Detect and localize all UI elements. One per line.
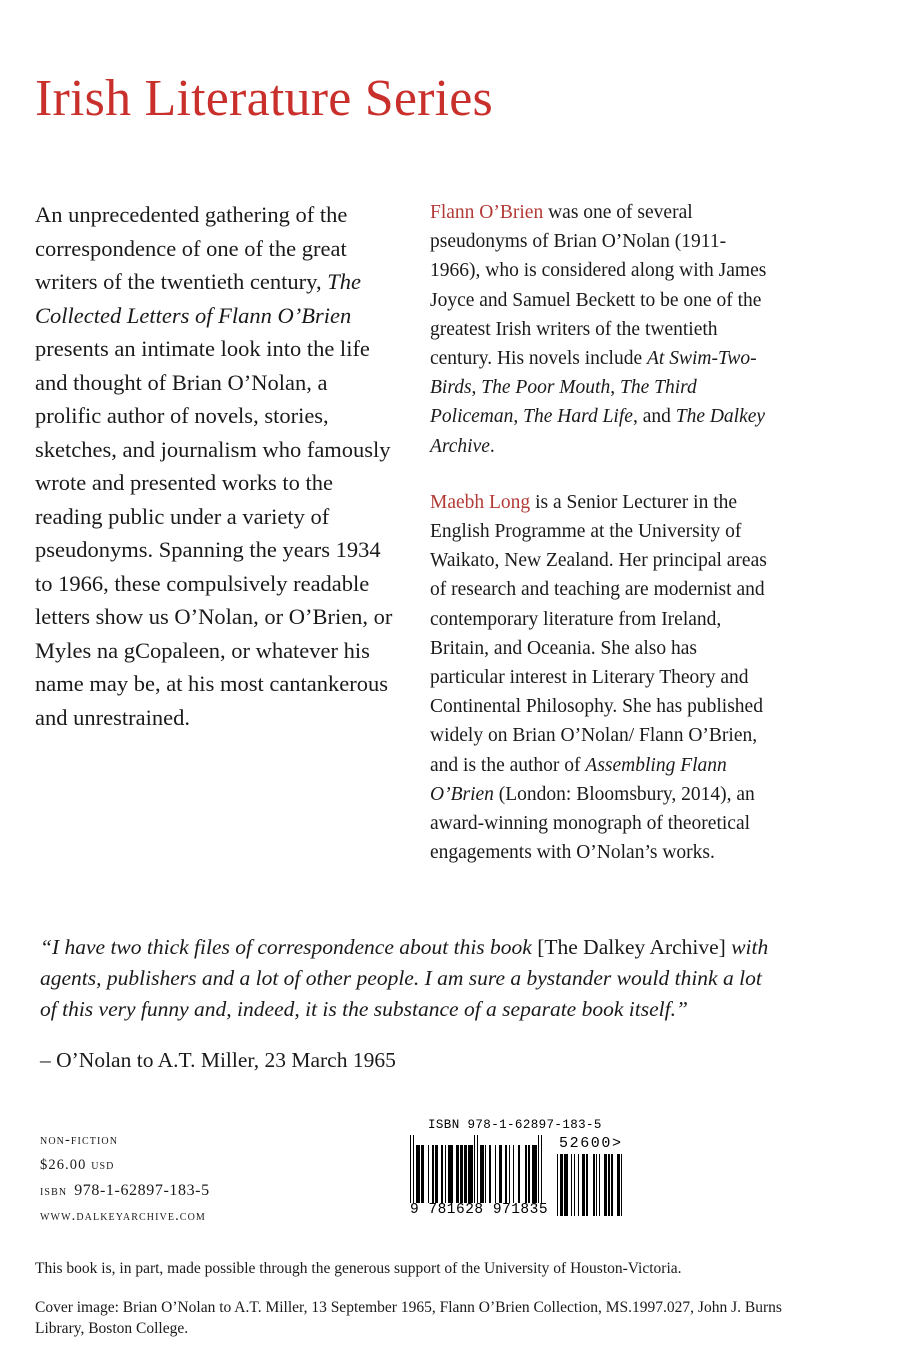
blurb-book-title: The Collected Letters of Flann O’Brien: [35, 269, 361, 328]
cover-columns: [35, 198, 775, 867]
pull-quote-block: [40, 932, 775, 1074]
author-name: Flann O’Brien: [430, 202, 544, 223]
bio-column: [430, 198, 775, 867]
ean5-addon-digits: 52600>: [559, 1135, 623, 1152]
pull-quote-bracketed-title: [The Dalkey Archive]: [537, 935, 726, 959]
editor-name: Maebh Long: [430, 491, 531, 513]
barcode-isbn-caption: ISBN 978-1-62897-183-5: [428, 1118, 602, 1132]
barcode-area: [410, 1118, 660, 1218]
pull-quote-part-2: with agents, publishers and a lot of other people. I am sure a bystander would think a lot of this very funny and, indeed, it is the substance of a separate book itself.”: [40, 935, 769, 1021]
author-sep-3: ,: [513, 406, 524, 428]
ean5-addon-barcode: [557, 1135, 625, 1216]
isbn-label: isbn: [40, 1183, 68, 1199]
footer-credits: [35, 1258, 795, 1339]
pull-quote-part-1: “I have two thick files of correspondence about this book: [40, 935, 538, 959]
editor-bio: [430, 488, 775, 868]
category-label: non-fiction: [40, 1132, 119, 1148]
price-label: $26.00 usd: [40, 1157, 115, 1173]
author-sep-1: ,: [471, 377, 482, 399]
ean13-digits: 9 781628 971835: [410, 1202, 549, 1218]
editor-bio-text-after: (London: Bloomsbury, 2014), an award-winning monograph of theoretical engagements with O’Nolan’s works.: [430, 783, 755, 864]
author-work-title-3: The Third Policeman: [430, 377, 697, 428]
ean13-bars: [410, 1135, 543, 1203]
isbn-line: [40, 1178, 210, 1204]
blurb-column: [35, 198, 393, 734]
publication-metadata: [40, 1128, 210, 1229]
author-bio-text: was one of several pseudonyms of Brian O’Nolan (1911-1966), who is considered along with James Joyce and Samuel Beckett to be one of the greatest Irish writers of the twentieth century. His novels include: [430, 202, 767, 370]
author-sep-2: ,: [610, 377, 620, 399]
blurb-part-2: presents an intimate look into the life and thought of Brian O’Nolan, a prolific author of novels, stories, sketches, and journalism who famously wrote and presented works to the reading public under a variety of pseudonyms. Spanning the years 1934 to 1966, these compulsively readable letters show us O’Nolan, or O’Brien, or Myles na gCopaleen, or whatever his name may be, at his most cantankerous and unrestrained.: [35, 336, 393, 730]
isbn-value: 978-1-62897-183-5: [74, 1182, 210, 1199]
ean13-barcode: [410, 1135, 549, 1218]
cover-image-credit: Cover image: Brian O’Nolan to A.T. Miller, 13 September 1965, Flann O’Brien Collection, MS.1997.027, John J. Burns Library, Boston College.: [35, 1299, 782, 1337]
book-blurb: [35, 198, 393, 734]
pull-quote-attribution: – O’Nolan to A.T. Miller, 23 March 1965: [40, 1048, 396, 1072]
author-work-title-5: The Dalkey Archive: [430, 406, 766, 457]
author-bio: [430, 198, 775, 461]
author-sep-4: , and: [632, 406, 676, 428]
pull-quote: [40, 932, 775, 1025]
author-work-title-1: At Swim-Two-Birds: [430, 348, 757, 399]
editor-bio-text: is a Senior Lecturer in the English Programme at the University of Waikato, New Zealand. Her principal areas of research and teaching are modernist and contemporary literature from Ireland, Britain, and Oceania. She also has particular interest in Literary Theory and Continental Philosophy. She has published widely on Brian O’Nolan/ Flann O’Brien, and is the author of: [430, 491, 767, 776]
publisher-website: www.dalkeyarchive.com: [40, 1208, 206, 1224]
author-bio-end: .: [489, 435, 495, 457]
page-title: Irish Literature Series: [35, 70, 493, 127]
support-statement: This book is, in part, made possible through the generous support of the University of Houston-Victoria.: [35, 1260, 682, 1277]
author-work-title-2: The Poor Mouth: [481, 377, 611, 399]
blurb-part-1: An unprecedented gathering of the correspondence of one of the great writers of the twentieth century,: [35, 202, 348, 294]
author-work-title-4: The Hard Life: [523, 406, 633, 428]
ean5-addon-bars: [557, 1154, 625, 1216]
barcode-row: [410, 1135, 660, 1218]
editor-book-title: Assembling Flann O’Brien: [430, 754, 727, 805]
